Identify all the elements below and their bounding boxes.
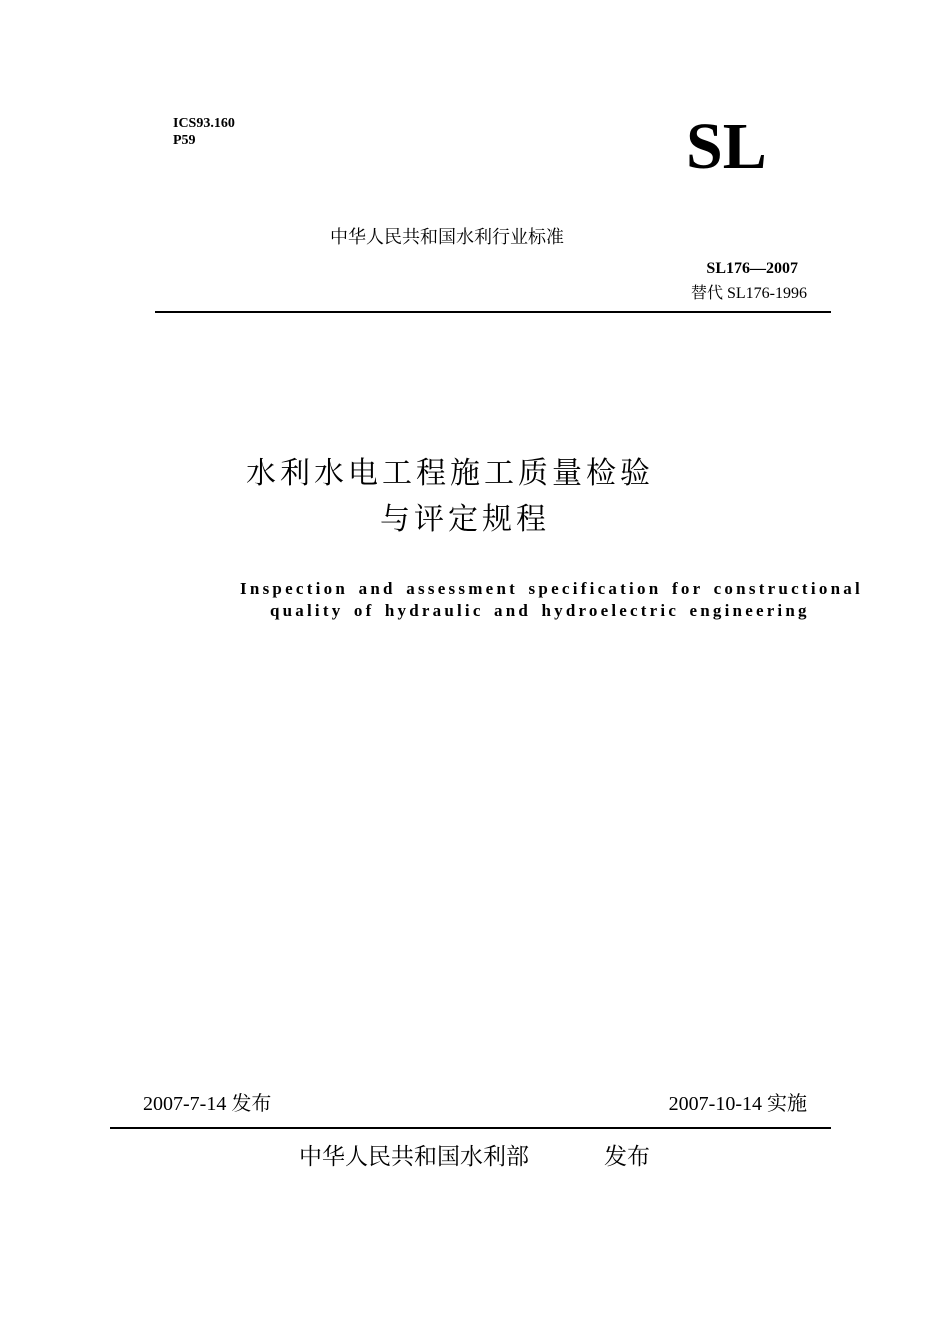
header-divider <box>155 311 831 313</box>
classification-codes <box>173 115 235 149</box>
title-en-line1: Inspection and assessment specification for constructional <box>240 579 863 598</box>
publisher: 中华人民共和国水利部 <box>299 1144 529 1170</box>
class-code: P59 <box>173 133 196 148</box>
publish-word: 发布 <box>604 1144 650 1170</box>
title-cn-line1: 水利水电工程施工质量检验 <box>246 456 654 491</box>
industry-standard-label: 中华人民共和国水利行业标准 <box>330 227 564 248</box>
ics-code: ICS93.160 <box>173 116 235 131</box>
issue-date: 2007-7-14 发布 <box>143 1093 272 1115</box>
implementation-date: 2007-10-14 实施 <box>668 1093 807 1115</box>
replaces-note: 替代 SL176-1996 <box>690 285 807 302</box>
standard-number: SL176—2007 <box>706 260 798 277</box>
title-en-line2: quality of hydraulic and hydroelectric engineering <box>270 601 810 620</box>
sl-logo: SL <box>686 110 767 183</box>
title-cn-line2: 与评定规程 <box>380 502 550 537</box>
footer-divider <box>110 1127 831 1129</box>
